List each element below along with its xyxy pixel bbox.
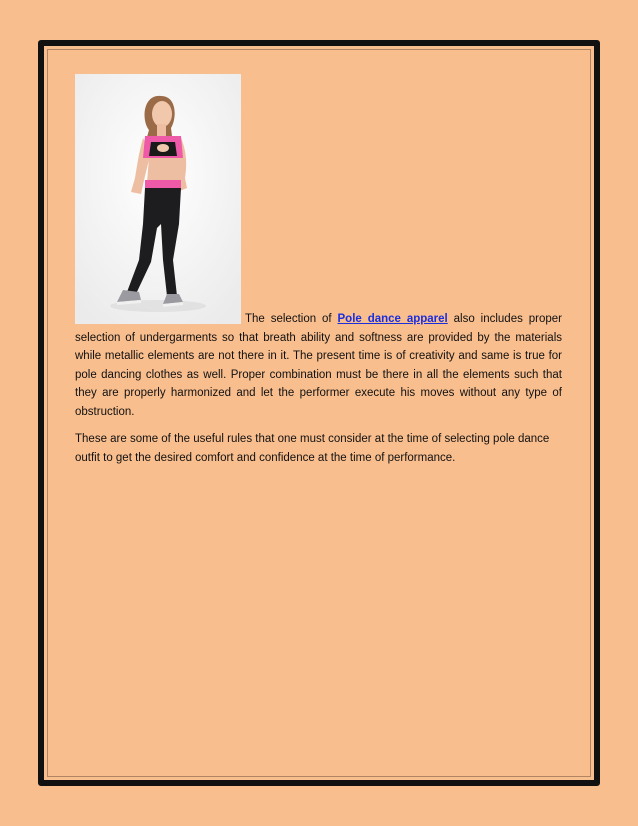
paragraph-apparel-selection [75, 310, 562, 421]
pole-dance-apparel-photo [75, 74, 241, 324]
paragraph-useful-rules: These are some of the useful rules that one must consider at the time of selecting pole dance outfit to get the desired comfort and confidence at the time of performance. [75, 433, 550, 464]
paragraph-body-text: also includes proper selection of undergarments so that breath ability and softness are provided by the materials while metallic elements are not there in it. The present time is of creativity and same is true for pole dancing clothes as well. Proper combination must be there in all the elements such that they are properly harmonized and let the performer execute his moves without any type of obstruction. [75, 313, 562, 418]
article-body [75, 310, 562, 467]
pole-dance-apparel-link[interactable]: Pole dance apparel [337, 313, 448, 325]
paragraph-lead-text: The selection of [245, 313, 338, 325]
